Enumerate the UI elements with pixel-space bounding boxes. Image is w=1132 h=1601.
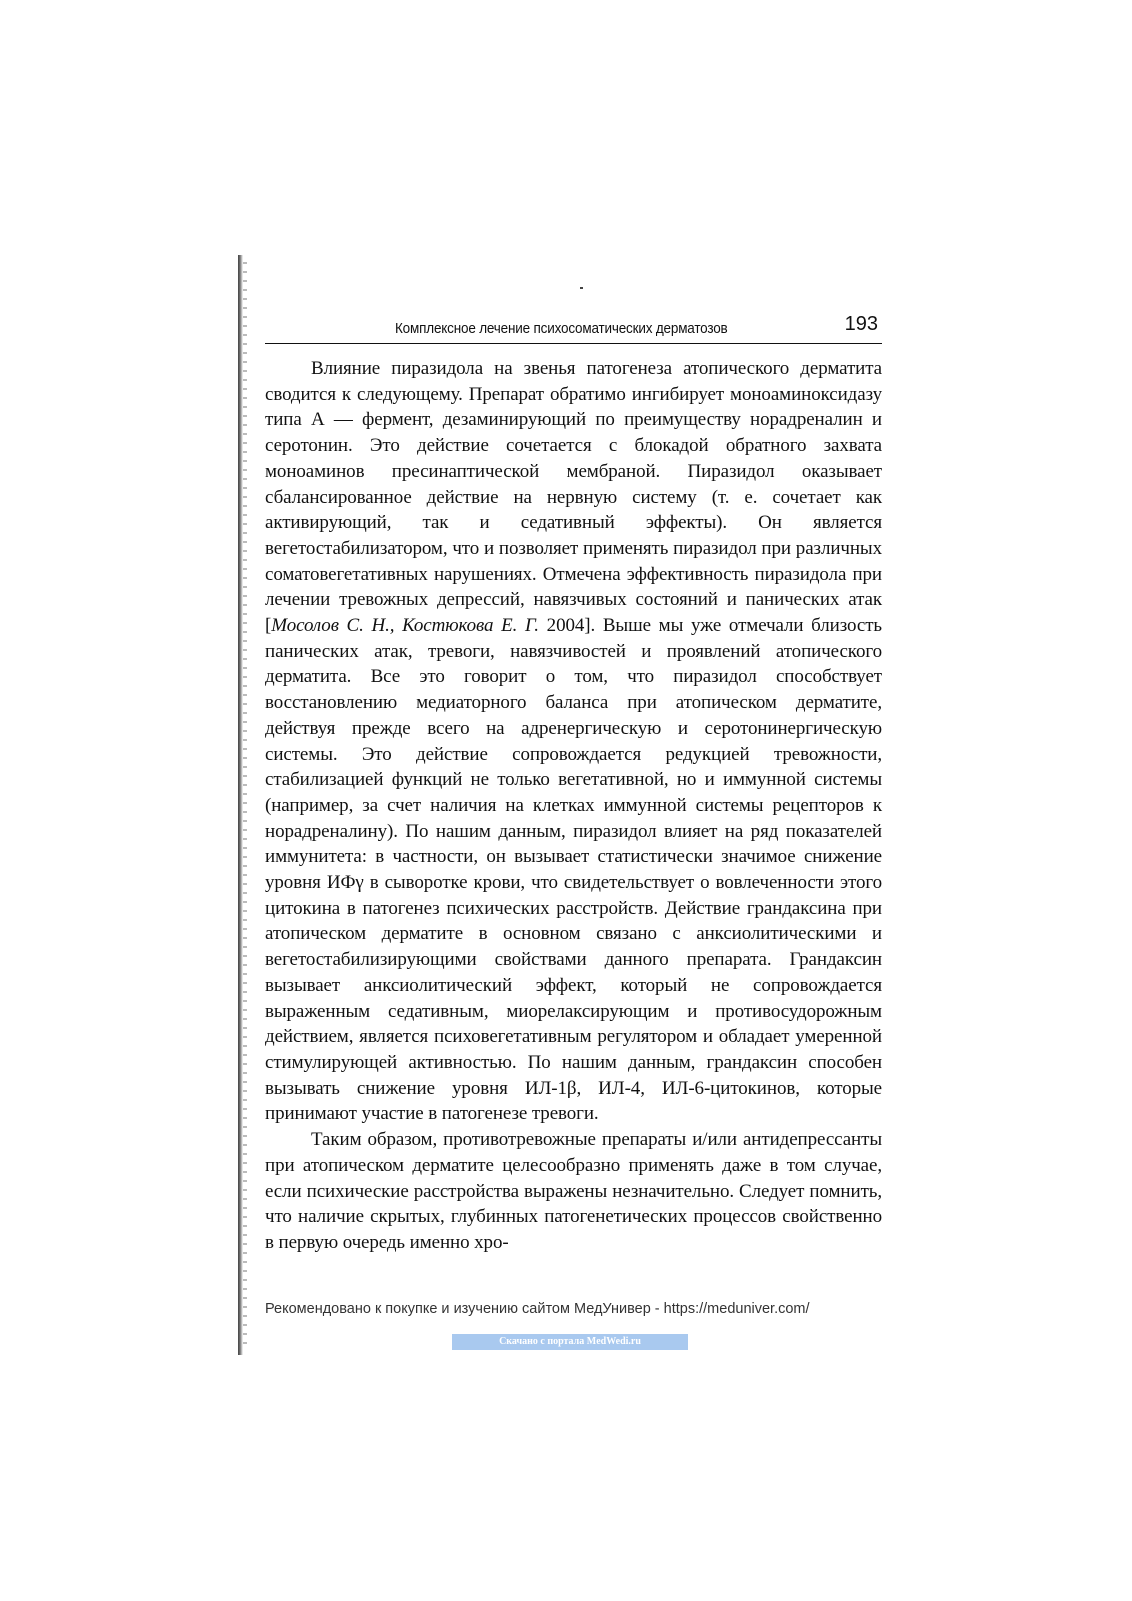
recommendation-footer: Рекомендовано к покупке и изучению сайтом МедУнивер - https://meduniver.com/: [265, 1301, 810, 1317]
running-title: Комплексное лечение психосоматических дерматозов: [395, 320, 728, 337]
paragraph-1-text-a: Влияние пиразидола на звенья патогенеза атопического дерматита сводится к следующему. Препарат обратимо ингибирует моноаминоксидазу типа А — фермент, дезаминирующий по преимуществу норадреналин и серотонин. Это действие сочетается с блокадой обратного захвата моноаминов пресинаптической мембраной. Пиразидол оказывает сбалансированное действие на нервную систему (т. е. сочетает как активирующий, так и седативный эффекты). Он является вегетостабилизатором, что и позволяет применять пиразидол при различных соматовегетативных нарушениях. Отмечена эффективность пиразидола при лечении тревожных депрессий, навязчивых состояний и панических атак [: [265, 358, 882, 637]
paragraph-1-text-b: 2004]. Выше мы уже отмечали близость панических атак, тревоги, навязчивостей и проявлений атопического дерматита. Все это говорит о том, что пиразидол способствует восстановлению медиаторного баланса при атопическом дерматите, действуя прежде всего на адренергическую и серотонинергическую системы. Это действие сопровождается редукцией тревожности, стабилизацией функций не только вегетативной, но и иммунной системы (например, за счет наличия на клетках иммунной системы рецепторов к норадреналину). По нашим данным, пиразидол влияет на ряд показателей иммунитета: в частности, он вызывает статистически значимое снижение уровня ИФγ в сыворотке крови, что свидетельствует о вовлеченности этого цитокина в патогенез психических расстройств. Действие грандаксина при атопическом дерматите в основном связано с анксиолитическими и вегетостабилизирующими свойствами данного препарата. Грандаксин вызывает анксиолитический эффект, который не сопровождается выраженным седативным, миорелаксирующим и противосудорожным действием, является психовегетативным регулятором и обладает умеренной стимулирующей активностью. По нашим данным, грандаксин способен вызывать снижение уровня ИЛ-1β, ИЛ-4, ИЛ-6-цитокинов, которые принимают участие в патогенезе тревоги.: [265, 615, 882, 1125]
running-header: [265, 313, 882, 344]
citation-authors: Мосолов С. Н., Костюкова Е. Г.: [271, 615, 539, 637]
page-number: 193: [844, 313, 878, 335]
body-text: [265, 356, 882, 1256]
scan-binding-noise: [243, 262, 247, 1347]
paragraph-2: Таким образом, противотревожные препараты и/или антидепрессанты при атопическом дерматите целесообразно применять даже в том случае, если психические расстройства выражены незначительно. Следует помнить, что наличие скрытых, глубинных патогенетических процессов свойственно в первую очередь именно хро-: [265, 1129, 882, 1253]
scan-speck: [580, 287, 583, 289]
download-source-badge: Скачано с портала MedWedi.ru: [452, 1334, 688, 1350]
paragraph-1: [265, 356, 882, 1127]
